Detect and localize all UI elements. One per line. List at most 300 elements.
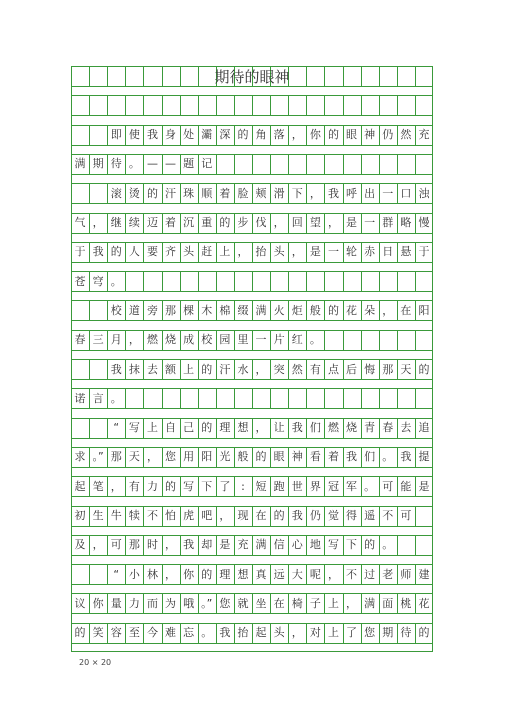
grid-cell xyxy=(379,330,397,350)
grid-cell: 不 xyxy=(346,567,358,581)
grid-cell: 悬 xyxy=(400,245,412,259)
row-line xyxy=(71,145,433,146)
grid-cell: 顺 xyxy=(201,186,213,200)
grid-cell: 片 xyxy=(273,333,285,347)
row-line xyxy=(71,496,433,497)
row-line xyxy=(71,203,433,204)
grid-cell xyxy=(288,154,306,174)
grid-cell: 步 xyxy=(237,216,249,229)
grid-cell: 的 xyxy=(146,186,158,200)
grid-cell: ， xyxy=(165,538,177,552)
grid-cell: 头 xyxy=(273,626,285,640)
grid-cell: 回 xyxy=(291,216,303,229)
grid-cell xyxy=(252,271,270,291)
grid-cell: 是 xyxy=(418,479,430,493)
grid-cell: 神 xyxy=(364,128,376,142)
grid-cell: 的 xyxy=(237,128,249,142)
grid-size-label: 20 × 20 xyxy=(79,658,112,667)
grid-cell: 即 xyxy=(110,128,122,142)
grid-cell: 赶 xyxy=(201,245,213,259)
grid-cell xyxy=(252,95,270,115)
grid-cell: 浊 xyxy=(418,186,430,200)
grid-cell xyxy=(324,95,342,115)
grid-cell: 滑 xyxy=(273,186,285,200)
grid-cell: ， xyxy=(291,626,303,640)
grid-cell: 炬 xyxy=(291,303,303,317)
grid-cell: 群 xyxy=(382,216,394,229)
grid-cell: 重 xyxy=(201,216,213,229)
grid-cell xyxy=(216,95,234,115)
grid-cell xyxy=(324,388,342,408)
grid-cell: 花 xyxy=(346,303,358,317)
grid-cell: 着 xyxy=(327,450,339,464)
grid-cell xyxy=(343,154,361,174)
grid-cell: 的 xyxy=(74,626,86,640)
grid-cell: 赤 xyxy=(364,245,376,259)
grid-cell: 抬 xyxy=(237,626,249,640)
grid-cell xyxy=(180,388,198,408)
row-line xyxy=(71,408,433,409)
grid-cell xyxy=(415,506,433,526)
grid-cell: 落 xyxy=(273,128,285,142)
grid-cell: 信 xyxy=(273,538,285,552)
grid-cell xyxy=(198,95,216,115)
grid-cell: 可 xyxy=(110,538,122,552)
grid-cell: 大 xyxy=(291,567,303,581)
grid-cell: 角 xyxy=(255,128,267,142)
grid-cell: ， xyxy=(219,509,231,522)
grid-cell xyxy=(361,154,379,174)
grid-cell: 去 xyxy=(400,421,412,435)
grid-cell: 们 xyxy=(309,421,321,435)
grid-cell: 用 xyxy=(183,450,195,464)
grid-cell: 一 xyxy=(382,186,394,200)
grid-cell: 你 xyxy=(309,128,321,142)
grid-cell xyxy=(270,95,288,115)
grid-cell: 迈 xyxy=(146,216,158,229)
grid-cell: 充 xyxy=(237,538,249,552)
grid-cell: 今 xyxy=(146,626,158,640)
grid-cell: 去 xyxy=(146,362,158,376)
grid-cell xyxy=(379,154,397,174)
grid-cell xyxy=(324,154,342,174)
grid-cell: 有 xyxy=(309,362,321,376)
grid-cell: 桃 xyxy=(400,596,412,610)
grid-cell: 滚 xyxy=(110,186,122,200)
grid-cell: 我 xyxy=(110,362,122,376)
grid-cell: 让 xyxy=(273,421,285,435)
row-line xyxy=(71,291,433,292)
grid-cell: 呢 xyxy=(309,567,321,581)
grid-cell: 红 xyxy=(291,333,303,347)
grid-cell: ， xyxy=(346,596,358,610)
grid-cell: 看 xyxy=(309,450,321,464)
grid-cell: 写 xyxy=(128,421,140,435)
grid-cell: 人 xyxy=(128,245,140,259)
grid-cell: 一 xyxy=(364,216,376,229)
grid-cell: 我 xyxy=(327,186,339,200)
grid-cell xyxy=(143,388,161,408)
grid-cell xyxy=(234,388,252,408)
grid-cell xyxy=(125,388,143,408)
grid-cell: 般 xyxy=(237,450,249,464)
grid-cell: 我 xyxy=(400,450,412,464)
grid-cell: 牛 xyxy=(110,509,122,522)
grid-cell: 笑 xyxy=(92,626,104,640)
grid-cell: 眼 xyxy=(273,450,285,464)
grid-cell: 那 xyxy=(110,450,122,464)
grid-cell: 在 xyxy=(400,303,412,317)
grid-cell: 的 xyxy=(110,245,122,259)
grid-cell: 满 xyxy=(255,303,267,317)
grid-cell: 虎 xyxy=(183,509,195,522)
grid-cell xyxy=(71,418,89,438)
grid-cell xyxy=(252,388,270,408)
grid-cell: 春 xyxy=(382,421,394,435)
grid-cell: 上 xyxy=(183,362,195,376)
grid-cell: 忘 xyxy=(183,626,195,640)
grid-cell xyxy=(288,271,306,291)
grid-cell: 是 xyxy=(219,538,231,552)
grid-cell: 真 xyxy=(255,567,267,581)
grid-cell: 期 xyxy=(92,157,104,171)
grid-cell: 后 xyxy=(346,362,358,376)
grid-cell: 园 xyxy=(219,333,231,347)
grid-cell xyxy=(379,95,397,115)
grid-cell: — xyxy=(165,157,177,171)
grid-cell xyxy=(397,95,415,115)
grid-cell: 头 xyxy=(183,245,195,259)
row-line xyxy=(71,613,433,614)
grid-cell: 小 xyxy=(128,567,140,581)
grid-cell xyxy=(397,535,415,555)
row-line xyxy=(71,320,433,321)
grid-cell: ， xyxy=(291,128,303,142)
grid-cell: 点 xyxy=(327,362,339,376)
grid-cell: 烧 xyxy=(346,421,358,435)
grid-cell: 写 xyxy=(183,479,195,493)
grid-cell: 想 xyxy=(237,421,249,435)
grid-cell: ， xyxy=(128,333,140,347)
grid-cell: 充 xyxy=(418,128,430,142)
grid-cell: 时 xyxy=(146,538,158,552)
grid-cell xyxy=(89,300,107,320)
grid-cell: 在 xyxy=(255,509,267,522)
grid-cell: 遥 xyxy=(364,509,376,522)
grid-cell: 烫 xyxy=(128,186,140,200)
manuscript-grid xyxy=(71,66,433,652)
grid-cell: ， xyxy=(146,450,158,464)
grid-cell xyxy=(397,388,415,408)
grid-cell xyxy=(415,271,433,291)
grid-cell: 期 xyxy=(382,626,394,640)
grid-cell xyxy=(270,388,288,408)
grid-cell: 地 xyxy=(309,538,321,552)
grid-cell xyxy=(89,183,107,203)
row-line xyxy=(71,438,433,439)
grid-cell xyxy=(379,271,397,291)
grid-cell: 建 xyxy=(418,567,430,581)
grid-cell xyxy=(415,535,433,555)
grid-cell: 师 xyxy=(400,567,412,581)
grid-cell xyxy=(288,388,306,408)
grid-cell xyxy=(270,154,288,174)
grid-cell: 在 xyxy=(273,596,285,610)
grid-cell xyxy=(343,388,361,408)
grid-cell: 月 xyxy=(110,333,122,347)
grid-cell: 求 xyxy=(74,450,86,464)
grid-cell xyxy=(415,154,433,174)
grid-cell xyxy=(361,271,379,291)
grid-cell: 自 xyxy=(165,421,177,435)
grid-cell: 里 xyxy=(237,333,249,347)
grid-cell: 提 xyxy=(418,450,430,464)
grid-cell xyxy=(361,388,379,408)
row-line xyxy=(71,467,433,468)
grid-cell: 气 xyxy=(74,216,86,229)
grid-cell xyxy=(107,95,125,115)
row-line xyxy=(71,555,433,556)
grid-cell: 。 xyxy=(382,538,394,552)
grid-cell xyxy=(89,95,107,115)
grid-cell: 的 xyxy=(418,626,430,640)
grid-cell: 光 xyxy=(219,450,231,464)
grid-cell: 呼 xyxy=(346,186,358,200)
grid-cell xyxy=(343,330,361,350)
grid-cell xyxy=(89,359,107,379)
grid-cell: 。 xyxy=(110,391,122,405)
grid-cell: 一 xyxy=(327,245,339,259)
grid-cell: 棉 xyxy=(219,303,231,317)
grid-cell: 上 xyxy=(327,596,339,610)
grid-cell: 齐 xyxy=(165,245,177,259)
grid-cell: 子 xyxy=(309,596,321,610)
grid-cell: 轮 xyxy=(346,245,358,259)
grid-cell: 军 xyxy=(346,479,358,493)
grid-cell: 世 xyxy=(291,479,303,493)
grid-cell: 穹 xyxy=(92,274,104,288)
grid-cell: “ xyxy=(113,567,120,581)
grid-cell: 短 xyxy=(255,479,267,493)
grid-cell: — xyxy=(146,157,158,171)
grid-cell: 不 xyxy=(382,509,394,522)
grid-cell: 燃 xyxy=(327,421,339,435)
grid-cell: 己 xyxy=(183,421,195,435)
grid-cell: 花 xyxy=(418,596,430,610)
grid-cell: 那 xyxy=(165,303,177,317)
grid-cell xyxy=(71,125,89,145)
grid-cell: 的 xyxy=(418,362,430,376)
grid-cell: 。 xyxy=(128,157,140,171)
grid-cell: 有 xyxy=(128,479,140,493)
grid-cell: 上 xyxy=(146,421,158,435)
grid-cell: 于 xyxy=(74,245,86,259)
grid-cell: 望 xyxy=(309,216,321,229)
grid-cell: 棵 xyxy=(183,303,195,317)
grid-cell: 的 xyxy=(201,421,213,435)
grid-cell: 能 xyxy=(400,479,412,493)
grid-cell: 至 xyxy=(128,626,140,640)
grid-cell: 我 xyxy=(219,626,231,640)
grid-cell: 。” xyxy=(201,596,213,610)
grid-cell: 吧 xyxy=(201,509,213,522)
grid-cell: 着 xyxy=(219,186,231,200)
grid-cell xyxy=(343,271,361,291)
grid-cell: ， xyxy=(382,303,394,317)
grid-cell xyxy=(306,388,324,408)
grid-cell: 深 xyxy=(219,128,231,142)
grid-cell: 下 xyxy=(346,538,358,552)
grid-cell: 水 xyxy=(237,362,249,376)
grid-cell: 的 xyxy=(165,479,177,493)
grid-cell xyxy=(415,95,433,115)
grid-cell xyxy=(216,388,234,408)
grid-cell xyxy=(324,330,342,350)
grid-cell xyxy=(125,95,143,115)
row-line xyxy=(71,526,433,527)
grid-cell: 。 xyxy=(201,626,213,640)
grid-cell: 了 xyxy=(219,479,231,493)
grid-cell: 生 xyxy=(92,509,104,522)
grid-cell: 下 xyxy=(291,186,303,200)
grid-cell: 容 xyxy=(110,626,122,640)
grid-cell: 青 xyxy=(364,421,376,435)
grid-cell: ， xyxy=(255,362,267,376)
grid-cell: 日 xyxy=(382,245,394,259)
grid-cell: 颊 xyxy=(255,186,267,200)
grid-cell: 。 xyxy=(110,274,122,288)
grid-cell: 起 xyxy=(255,626,267,640)
grid-cell: 写 xyxy=(327,538,339,552)
grid-cell: 天 xyxy=(400,362,412,376)
grid-cell: 对 xyxy=(309,626,321,640)
grid-cell: 是 xyxy=(346,216,358,229)
grid-cell: 要 xyxy=(146,245,158,259)
grid-cell: ， xyxy=(327,216,339,229)
grid-cell xyxy=(234,154,252,174)
grid-cell: ， xyxy=(92,538,104,552)
grid-cell: 冠 xyxy=(327,479,339,493)
grid-cell: 汗 xyxy=(219,362,231,376)
grid-cell: 而 xyxy=(146,596,158,610)
grid-cell: 校 xyxy=(201,333,213,347)
grid-cell: 火 xyxy=(273,303,285,317)
grid-cell xyxy=(125,271,143,291)
grid-cell xyxy=(397,154,415,174)
grid-cell: 记 xyxy=(201,157,213,171)
grid-cell: 珠 xyxy=(183,186,195,200)
grid-cell xyxy=(324,271,342,291)
grid-cell xyxy=(89,125,107,145)
grid-cell xyxy=(361,95,379,115)
grid-cell: 你 xyxy=(183,567,195,581)
grid-cell: 的 xyxy=(219,216,231,229)
grid-cell: 我 xyxy=(92,245,104,259)
grid-cell: 了 xyxy=(346,626,358,640)
grid-cell: 上 xyxy=(219,245,231,259)
grid-cell xyxy=(180,95,198,115)
row-line xyxy=(71,174,433,175)
grid-cell xyxy=(306,154,324,174)
grid-cell: 的 xyxy=(255,450,267,464)
grid-cell: 下 xyxy=(201,479,213,493)
grid-cell: 仍 xyxy=(309,509,321,522)
grid-cell: 们 xyxy=(364,450,376,464)
grid-cell: 那 xyxy=(382,362,394,376)
row-line xyxy=(71,350,433,351)
grid-cell: 您 xyxy=(364,626,376,640)
grid-cell: : xyxy=(241,479,245,493)
grid-cell: 初 xyxy=(74,509,86,522)
grid-cell: 林 xyxy=(146,567,158,581)
row-line xyxy=(71,643,433,644)
grid-cell: ， xyxy=(309,186,321,200)
grid-cell: 沉 xyxy=(183,216,195,229)
grid-cell: 我 xyxy=(183,538,195,552)
grid-cell: 阳 xyxy=(418,303,430,317)
row-line xyxy=(71,379,433,380)
grid-cell: ， xyxy=(327,567,339,581)
grid-cell: 待 xyxy=(400,626,412,640)
grid-cell xyxy=(252,154,270,174)
grid-cell: 诺 xyxy=(74,391,86,405)
grid-cell: 继 xyxy=(110,216,122,229)
grid-cell: 阳 xyxy=(201,450,213,464)
grid-cell xyxy=(162,271,180,291)
grid-cell: 起 xyxy=(74,479,86,493)
grid-cell: 缀 xyxy=(237,303,249,317)
grid-cell: 量 xyxy=(110,596,122,610)
grid-cell: 一 xyxy=(255,333,267,347)
grid-cell: 怕 xyxy=(165,509,177,522)
grid-cell: 。” xyxy=(92,450,104,464)
grid-cell: 上 xyxy=(327,626,339,640)
grid-cell xyxy=(71,183,89,203)
grid-cell xyxy=(306,271,324,291)
grid-cell: 的 xyxy=(201,362,213,376)
grid-cell: 我 xyxy=(291,421,303,435)
grid-cell: 可 xyxy=(400,509,412,522)
grid-cell: 口 xyxy=(400,186,412,200)
grid-cell xyxy=(71,564,89,584)
grid-cell: 。 xyxy=(309,333,321,347)
grid-cell: 理 xyxy=(219,421,231,435)
grid-cell: ， xyxy=(92,216,104,229)
grid-cell: 苍 xyxy=(74,274,86,288)
grid-cell xyxy=(270,271,288,291)
grid-cell xyxy=(361,330,379,350)
grid-cell: 椅 xyxy=(291,596,303,610)
grid-cell xyxy=(415,388,433,408)
grid-cell: 跑 xyxy=(273,479,285,493)
grid-cell: 哦 xyxy=(183,596,195,610)
grid-cell xyxy=(234,95,252,115)
grid-cell: 言 xyxy=(92,391,104,405)
grid-cell xyxy=(162,95,180,115)
grid-cell: 脸 xyxy=(237,186,249,200)
grid-border-bottom xyxy=(71,651,433,652)
grid-cell: 的 xyxy=(327,128,339,142)
grid-cell xyxy=(343,95,361,115)
grid-cell: 坐 xyxy=(255,596,267,610)
grid-cell: 界 xyxy=(309,479,321,493)
grid-cell: 力 xyxy=(128,596,140,610)
grid-cell: 追 xyxy=(418,421,430,435)
grid-cell: ， xyxy=(291,245,303,259)
grid-cell: 突 xyxy=(273,362,285,376)
grid-cell: 般 xyxy=(309,303,321,317)
grid-cell: ， xyxy=(110,479,122,493)
